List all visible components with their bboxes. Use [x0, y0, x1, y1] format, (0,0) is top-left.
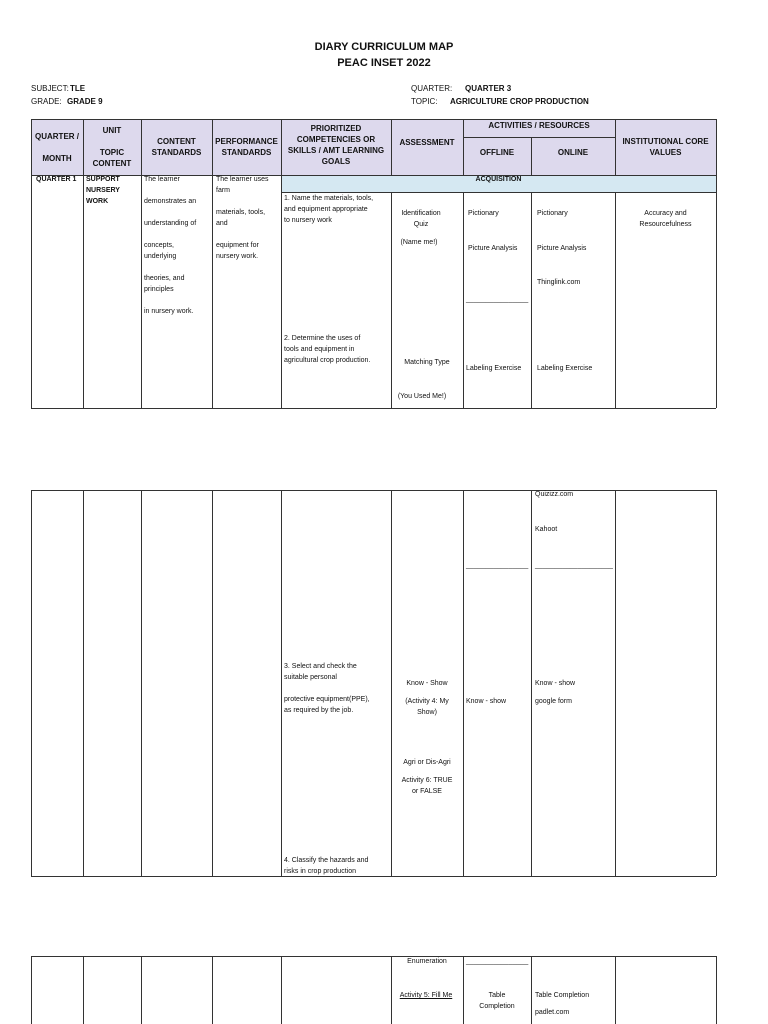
header-content-standards: CONTENT STANDARDS	[151, 137, 202, 157]
online-table-completion: Table Completion	[535, 992, 590, 999]
competency-4: 4. Classify the hazards and risks in crop production	[284, 857, 369, 875]
online-kahoot: Kahoot	[535, 526, 558, 533]
assessment-fill-me: Activity 5: Fill Me	[399, 992, 453, 999]
header-competencies: PRIORITIZED COMPETENCIES OR SKILLS / AMT LEARNING GOALS	[287, 124, 385, 166]
core-values-cell: Accuracy and Resourcefulness	[639, 210, 692, 228]
document-subtitle: PEAC INSET 2022	[337, 57, 431, 69]
online-quizizz: Quizizz.com	[535, 491, 574, 498]
assessment-agri-disagri: Agri or Dis-Agri	[403, 759, 451, 766]
unit-topic-cell: SUPPORT NURSERY WORK	[86, 176, 120, 205]
offline-table-completion: Table Completion	[479, 992, 515, 1010]
header-assessment: ASSESSMENT	[399, 137, 455, 147]
header-online: ONLINE	[557, 147, 589, 157]
topic-value: AGRICULTURE CROP PRODUCTION	[450, 97, 589, 106]
header-activities: ACTIVITIES / RESOURCES	[488, 120, 590, 130]
online-picture-analysis: Picture Analysis	[537, 245, 587, 252]
competency-1: 1. Name the materials, tools, and equipment appropriate to nursery work	[284, 195, 374, 224]
assessment-name-me: (Name me!)	[400, 239, 438, 246]
online-separator-2: ____________________	[535, 562, 613, 569]
quarter-label: QUARTER:	[411, 84, 453, 93]
performance-standards-cell: The learner uses farm materials, tools, and equipment for nursery work.	[216, 176, 269, 260]
header-unit-topic: UNIT TOPIC CONTENT	[92, 126, 132, 168]
grade-value: GRADE 9	[67, 97, 103, 106]
offline-labeling-exercise: Labeling Exercise	[466, 365, 522, 372]
grade-label: GRADE:	[31, 97, 62, 106]
topic-label: TOPIC:	[411, 97, 438, 106]
online-padlet: padlet.com	[535, 1009, 570, 1016]
content-standards-cell: The learner demonstrates an understanding of concepts, underlying theories, and principles in nursery work.	[144, 176, 197, 315]
offline-separator-2: ________________	[466, 562, 529, 569]
header-quarter-month: QUARTER / MONTH	[35, 131, 79, 163]
offline-separator-3: ________________	[466, 958, 529, 965]
subject-value: TLE	[70, 84, 86, 93]
assessment-know-show: Know - Show	[406, 680, 448, 687]
offline-picture-analysis: Picture Analysis	[468, 245, 518, 252]
competency-3: 3. Select and check the suitable personal protective equipment(PPE), as required by the job.	[284, 663, 370, 714]
header-offline: OFFLINE	[479, 147, 515, 157]
assessment-my-show: (Activity 4: My Show)	[405, 698, 449, 716]
online-pictionary: Pictionary	[537, 210, 568, 217]
header-performance-standards: PERFORMANCE STANDARDS	[215, 137, 278, 157]
quarter-cell: QUARTER 1	[36, 176, 77, 183]
header-core-values: INSTITUTIONAL CORE VALUES	[622, 137, 709, 157]
assessment-identification-quiz: Identification Quiz	[401, 210, 441, 228]
assessment-enumeration: Enumeration	[407, 958, 447, 965]
assessment-true-false: Activity 6: TRUE or FALSE	[401, 777, 453, 795]
online-know-show: Know - show	[535, 680, 576, 687]
online-thinglink: Thinglink.com	[537, 279, 581, 286]
acquisition-label: ACQUISITION	[475, 176, 522, 183]
document-title: DIARY CURRICULUM MAP	[314, 41, 454, 53]
offline-pictionary: Pictionary	[468, 210, 499, 217]
subject-label: SUBJECT:	[31, 84, 69, 93]
offline-know-show: Know - show	[466, 698, 507, 705]
assessment-matching-type: Matching Type	[404, 359, 450, 366]
competency-2: 2. Determine the uses of tools and equipment in agricultural crop production.	[284, 335, 371, 364]
online-labeling-exercise: Labeling Exercise	[537, 365, 593, 372]
online-google-form: google form	[535, 698, 572, 705]
assessment-you-used-me: (You Used Me!)	[397, 393, 447, 400]
offline-separator: ________________	[466, 296, 529, 303]
quarter-value: QUARTER 3	[465, 84, 512, 93]
